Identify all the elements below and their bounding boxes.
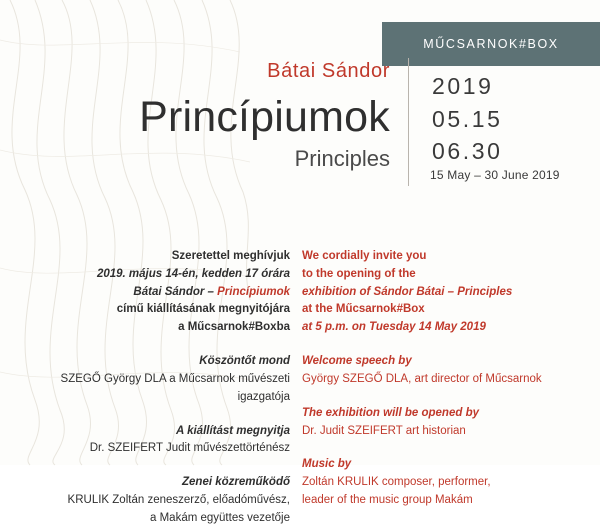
- exhibition-title: Princípiumok: [139, 93, 390, 141]
- hungarian-invite-work: Princípiumok: [217, 285, 290, 298]
- english-invite-line-3: exhibition of Sándor Bátai – Principles: [302, 285, 513, 298]
- hungarian-opening-head: A kiállítást megnyitja: [176, 424, 290, 437]
- english-music-head: Music by: [302, 458, 352, 471]
- english-invite-line-1: We cordially invite you: [302, 250, 427, 262]
- english-music-body-2: leader of the music group Makám: [302, 493, 473, 506]
- english-welcome-head: Welcome speech by: [302, 355, 412, 368]
- artist-name: Bátai Sándor: [267, 60, 390, 82]
- english-invite-line-5: at 5 p.m. on Tuesday 14 May 2019: [302, 321, 486, 334]
- english-invite-line-4: at the Műcsarnok#Box: [302, 303, 425, 316]
- hungarian-invite-line-2: 2019. május 14-én, kedden 17 órára: [96, 267, 290, 280]
- date-end: 06.30: [432, 138, 503, 165]
- exhibition-title-english: Principles: [294, 146, 390, 171]
- english-opening-body: Dr. Judit SZEIFERT art historian: [302, 424, 466, 437]
- vertical-divider: [408, 58, 409, 186]
- english-opening-head: The exhibition will be opened by: [302, 406, 479, 419]
- date-range-english: 15 May – 30 June 2019: [430, 168, 560, 182]
- hungarian-opening-body: Dr. SZEIFERT Judit művészettörténész: [89, 442, 290, 455]
- hungarian-welcome-head: Köszöntőt mond: [199, 355, 290, 368]
- hungarian-invitation: [28, 248, 290, 337]
- hungarian-music: [28, 474, 290, 527]
- venue-banner: [382, 22, 600, 66]
- english-welcome: [302, 353, 582, 389]
- hungarian-music-body-1: KRULIK Zoltán zeneszerző, előadóművész,: [67, 493, 290, 506]
- hungarian-music-body-2: a Makám együttes vezetője: [150, 511, 290, 524]
- english-welcome-body: György SZEGŐ DLA, art director of Műcsarnok: [302, 372, 542, 385]
- date-start: 05.15: [432, 105, 503, 132]
- hungarian-music-head: Zenei közreműködő: [182, 476, 290, 489]
- hungarian-invite-line-5: a Műcsarnok#Boxba: [178, 321, 290, 334]
- hungarian-invite-line-4: című kiállításának megnyitójára: [116, 303, 290, 316]
- hungarian-welcome-body: SZEGŐ György DLA a Műcsarnok művészeti igazgatója: [60, 372, 290, 403]
- english-music-body-1: Zoltán KRULIK composer, performer,: [302, 476, 491, 489]
- date-year: 2019: [432, 73, 494, 99]
- english-music: [302, 456, 582, 509]
- venue-banner-label: MŰCSARNOK#BOX: [423, 37, 559, 51]
- hungarian-invite-artist: Bátai Sándor –: [133, 285, 218, 298]
- hungarian-welcome: [28, 353, 290, 406]
- hungarian-opening: [28, 423, 290, 459]
- english-column: [302, 248, 582, 510]
- hungarian-invite-line-1: Szeretettel meghívjuk: [171, 250, 290, 262]
- english-opening: [302, 405, 582, 441]
- hungarian-column: [28, 248, 290, 528]
- english-invitation: [302, 248, 582, 337]
- hungarian-invite-line-3: [28, 284, 290, 302]
- date-block: [432, 70, 503, 168]
- english-invite-line-2: to the opening of the: [302, 267, 416, 280]
